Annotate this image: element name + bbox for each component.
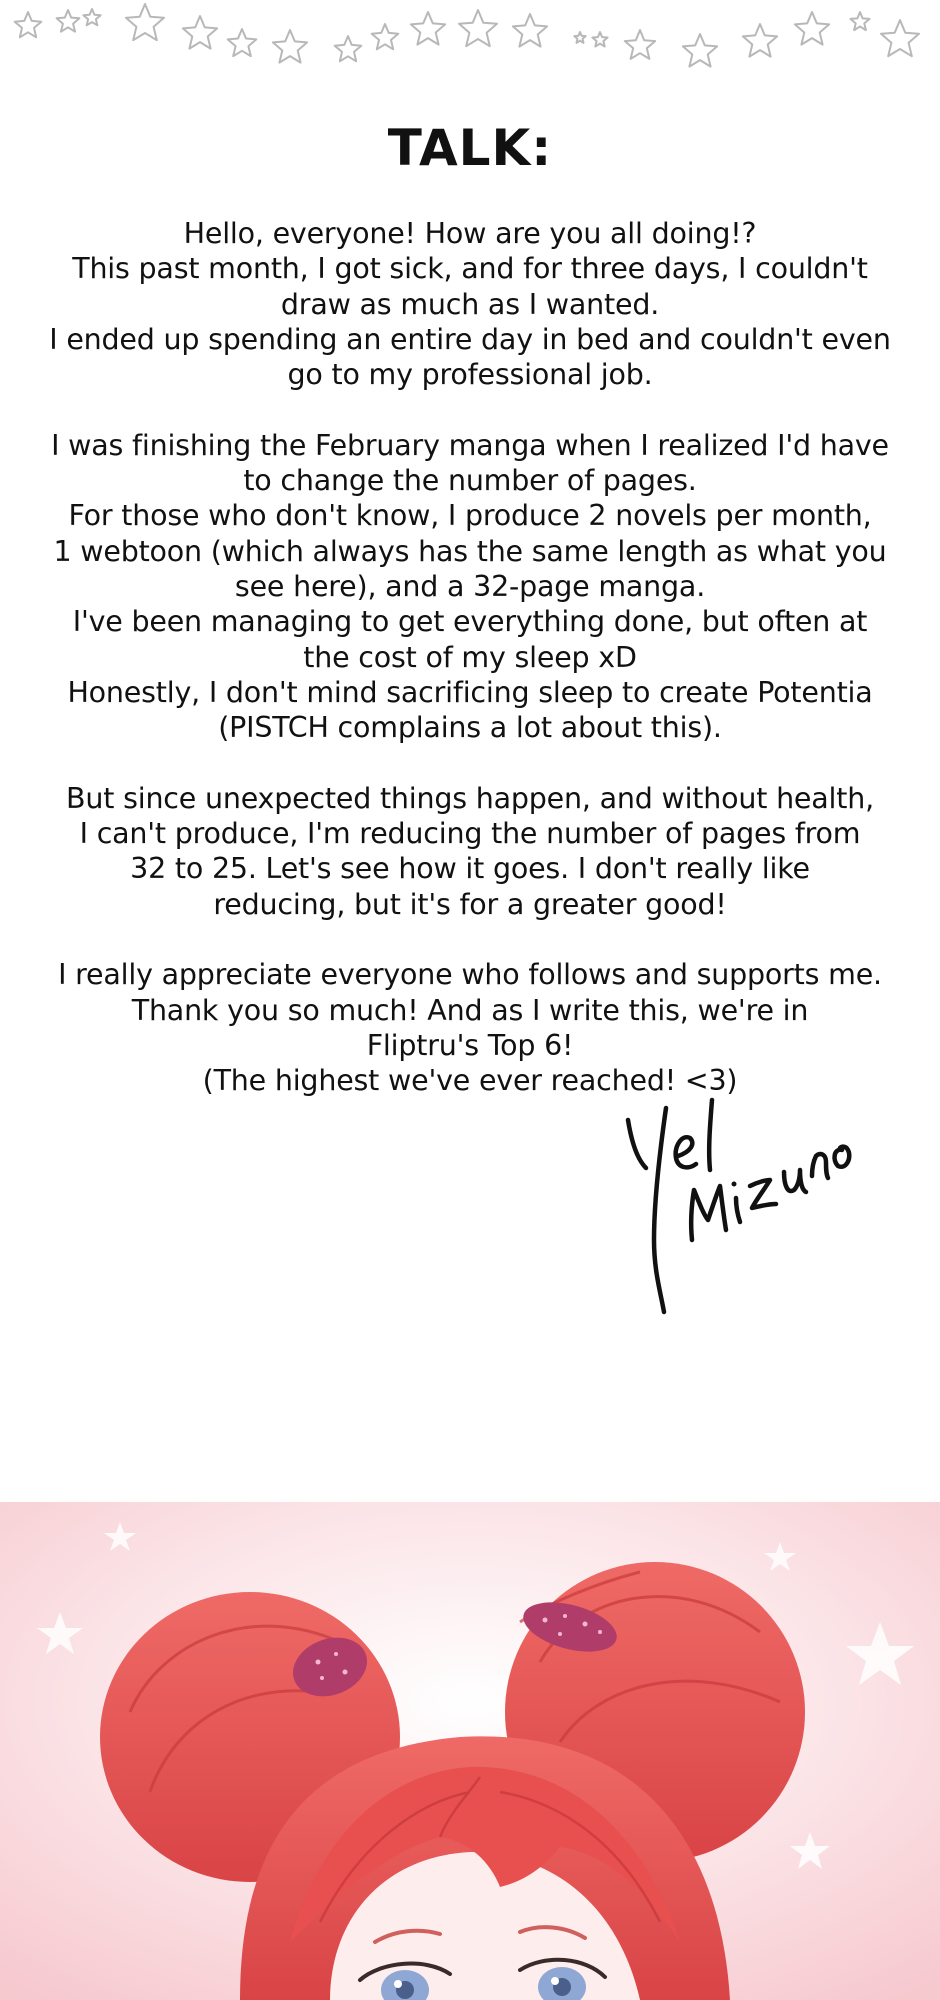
message-line: I've been managing to get everything done, but often at — [72, 605, 868, 639]
message-line: 1 webtoon (which always has the same length as what you — [53, 534, 887, 568]
star-icon — [372, 24, 399, 49]
message-line: I really appreciate everyone who follows and supports me. — [58, 958, 882, 992]
author-message — [14, 216, 926, 1098]
star-icon — [335, 36, 362, 61]
message-line: see here), and a 32-page manga. — [234, 569, 706, 603]
star-icon — [15, 12, 42, 37]
star-icon — [625, 30, 655, 59]
message-line: Honestly, I don't mind sacrificing sleep to create Potentia — [67, 675, 873, 709]
message-line: Fliptru's Top 6! — [366, 1028, 574, 1062]
star-icon — [411, 12, 445, 45]
message-line: go to my professional job. — [287, 358, 653, 392]
message-paragraph — [14, 781, 926, 922]
message-line: I was finishing the February manga when I realized I'd have — [51, 428, 889, 462]
star-icon — [228, 29, 257, 56]
star-icon — [881, 20, 919, 56]
message-paragraph — [14, 428, 926, 746]
star-icon — [57, 10, 80, 32]
star-icon — [126, 4, 164, 40]
star-border — [0, 0, 940, 80]
message-line: Hello, everyone! How are you all doing!? — [183, 217, 757, 250]
author-signature — [620, 1090, 860, 1320]
message-line: (The highest we've ever reached! <3) — [202, 1064, 738, 1098]
message-paragraph — [14, 216, 926, 392]
message-line: I can't produce, I'm reducing the number of pages from — [79, 817, 861, 851]
star-icon — [513, 14, 547, 47]
star-icon — [795, 12, 829, 45]
star-icon — [592, 32, 607, 47]
star-icon — [683, 34, 717, 67]
message-line: draw as much as I wanted. — [280, 287, 660, 321]
star-icon — [574, 32, 585, 43]
message-line: to change the number of pages. — [243, 464, 697, 498]
star-icon — [459, 10, 497, 46]
message-line: 32 to 25. Let's see how it goes. I don't really like — [130, 852, 810, 886]
star-icon — [851, 12, 870, 30]
character-artwork — [0, 1502, 940, 2000]
star-icon — [183, 16, 217, 49]
message-line: For those who don't know, I produce 2 novels per month, — [68, 499, 872, 533]
message-line: This past month, I got sick, and for three days, I couldn't — [72, 252, 868, 286]
message-paragraph — [14, 957, 926, 1098]
message-line: the cost of my sleep xD — [303, 640, 637, 674]
page-title: TALK: — [387, 119, 553, 177]
star-icon — [83, 9, 100, 25]
message-line: But since unexpected things happen, and without health, — [66, 781, 874, 815]
message-line: Thank you so much! And as I write this, we're in — [131, 993, 809, 1027]
star-icon — [273, 30, 307, 63]
message-line: I ended up spending an entire day in bed and couldn't even — [49, 322, 891, 356]
message-line: (PISTCH complains a lot about this). — [218, 711, 722, 745]
star-icon — [743, 24, 777, 57]
message-line: reducing, but it's for a greater good! — [213, 887, 727, 921]
